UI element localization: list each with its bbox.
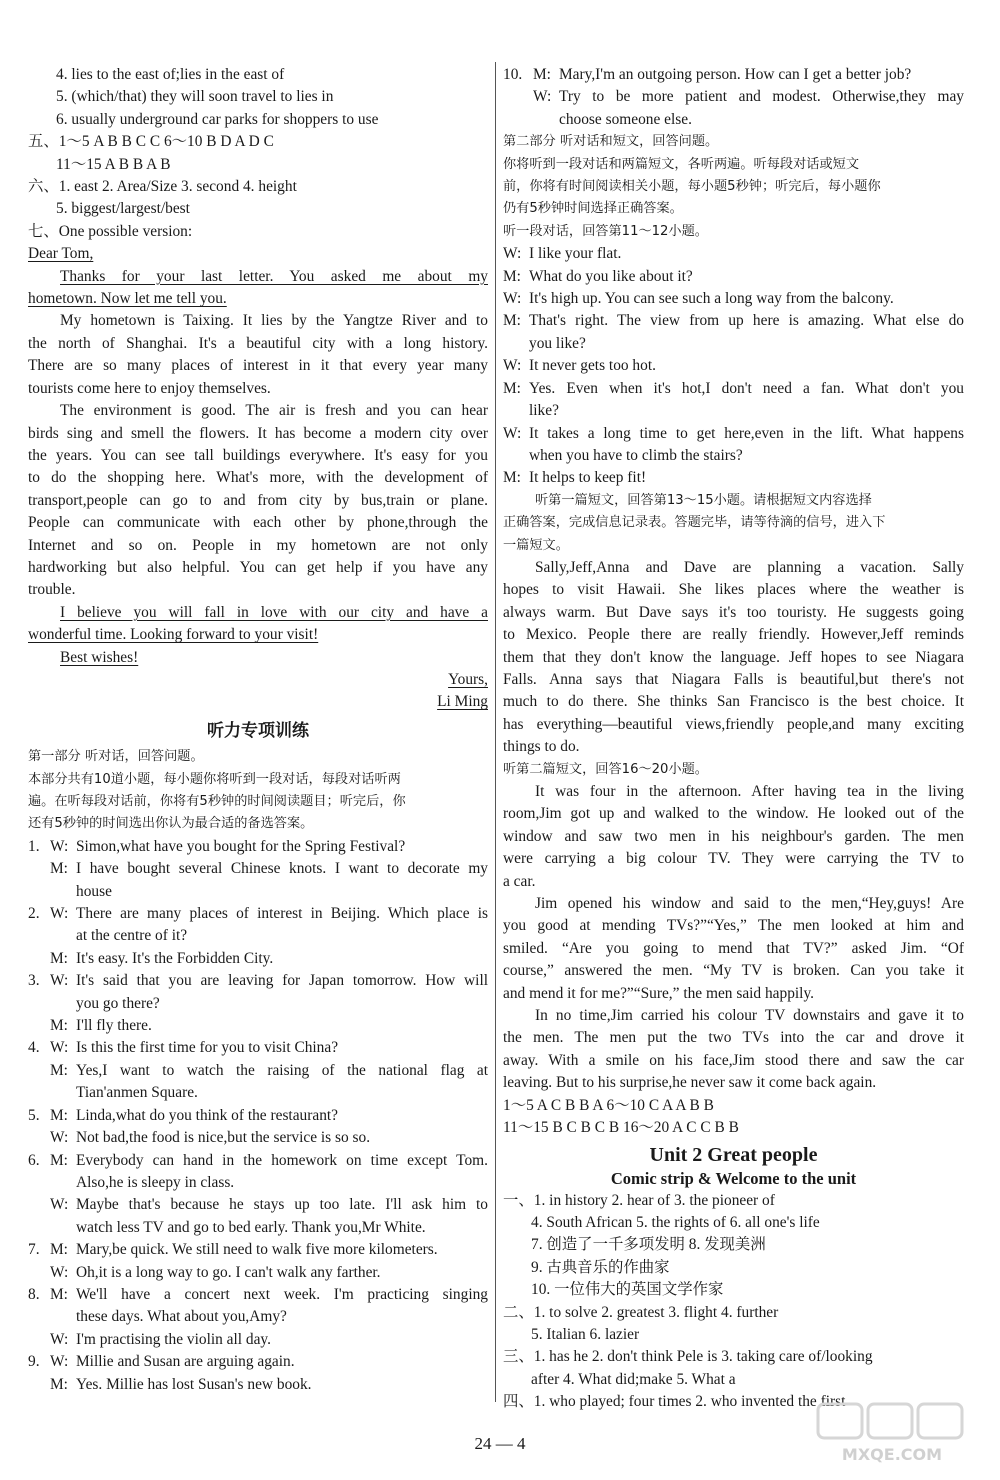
dialogue-text: Tian'anmen Square. [76, 1084, 198, 1102]
question-number [28, 925, 50, 947]
dialogue-line [503, 86, 964, 108]
dialogue-line [28, 1351, 488, 1373]
text-1: Sally,Jeff,Anna and Dave are planning a vacation. Sally [535, 558, 964, 576]
speaker-label: W: [503, 245, 522, 263]
answer-line: 5. Italian 6. lazier [531, 1325, 640, 1343]
unit-title: Unit 2 Great people [649, 1143, 818, 1166]
dialogue-text: We'll have a concert next week. I'm practicing singing [76, 1285, 488, 1303]
answer-line: 7. 创造了一千多项发明 8. 发现美洲 [531, 1236, 766, 1254]
listening-answers-2: 11～15 B C B C B 16～20 A C C B B [503, 1119, 739, 1137]
dialogue-text: Also,he is sleepy in class. [76, 1173, 235, 1191]
text-line: and mend it for me?”“Sure,” the men said happily. [503, 984, 814, 1002]
dialogue-text: I'm practising the violin all day. [76, 1330, 271, 1348]
speaker-label: M: [503, 312, 521, 330]
question-number: 8. [28, 1285, 40, 1303]
svg-text:MXQE.COM: MXQE.COM [841, 1445, 943, 1464]
question-number [28, 948, 50, 970]
dialogue-text: There are many places of interest in Beijing. Which place is [76, 905, 488, 923]
unit-section-4: 四、1. who played; four times 2. who invented the first [503, 1393, 846, 1411]
question-number: 2. [28, 905, 40, 923]
letter-line: the years. You can see tall buildings everywhere. It's easy for you [28, 446, 488, 464]
column-divider [495, 62, 496, 1402]
text-line: smiled. “Are you going to mend that TV?” asked Jim. “Of [503, 939, 964, 957]
text-1-intro: 听第一篇短文，回答第13～15小题。请根据短文内容选择 [535, 492, 872, 508]
dialogue-text: It's high up. You can see such a long way from the balcony. [529, 290, 894, 308]
question-number [503, 109, 533, 131]
speaker-label: M: [533, 66, 551, 83]
dialogue-line [503, 378, 964, 400]
dialogue-text: It takes a long time to get here,even in the lift. What happens [529, 424, 964, 442]
speaker-label: W: [50, 1353, 69, 1371]
speaker-label: M: [503, 379, 521, 397]
dialogue-line [28, 903, 488, 925]
dialogue-text: I have bought several Chinese knots. I want to decorate my [76, 860, 488, 878]
letter-para-4: I believe you will fall in love with our city and have a [60, 603, 488, 621]
dialogue-line [28, 1037, 488, 1059]
text-line: the men. The men put the two TVs into the car and drove it [503, 1029, 964, 1047]
speaker-label: M: [50, 1241, 68, 1259]
letter-signature: Li Ming [437, 693, 488, 711]
letter-line: People can communicate with each other by phone,through the [28, 514, 488, 532]
question-number: 6. [28, 1151, 40, 1169]
answer-line: 4. lies to the east of;lies in the east of [56, 66, 285, 83]
letter-para-2: My hometown is Taixing. It lies by the Yangtze River and to [60, 312, 488, 330]
dialogue-text: these days. What about you,Amy? [76, 1308, 287, 1326]
letter-para-1-end: hometown. Now let me tell you. [28, 290, 227, 308]
dialogue-line [503, 467, 964, 489]
speaker-label [503, 445, 529, 467]
question-number: 4. [28, 1039, 40, 1057]
letter-para-3: The environment is good. The air is fresh and you can hear [60, 402, 488, 420]
question-number [28, 1374, 50, 1396]
dialogue-line [28, 881, 488, 903]
text-2-para-2: Jim opened his window and said to the men,“Hey,guys! Are [535, 895, 964, 913]
dialogue-line [503, 355, 964, 377]
unit-subtitle: Comic strip & Welcome to the unit [610, 1168, 857, 1188]
question-number [28, 858, 50, 880]
dialogue-text: It's said that you are leaving for Japan tomorrow. How will [76, 972, 488, 990]
listening-section-title: 听力专项训练 [207, 720, 309, 741]
section-5-answers-2: 11～15 A B B A B [56, 155, 171, 173]
speaker-label: W: [503, 357, 522, 375]
dialogue-text: Oh,it is a long way to go. I can't walk any farther. [76, 1263, 381, 1281]
answer-line: 6. usually underground car parks for shoppers to use [56, 110, 379, 128]
speaker-label [533, 109, 559, 131]
speaker-label [503, 333, 529, 355]
dialogue-text: Everybody can hand in the homework on time except Tom. [76, 1151, 488, 1169]
speaker-label: W: [503, 290, 522, 308]
dialogue-line [28, 1217, 488, 1239]
speaker-label: W: [50, 1039, 69, 1057]
text-line: to Mexico. People there are really friendly. However,Jeff reminds [503, 626, 964, 644]
dialogue-text: Yes,I want to watch the raising of the national flag at [76, 1061, 488, 1079]
dialogue-text: Try to be more patient and modest. Otherwise,they may [559, 88, 964, 106]
question-number [28, 1262, 50, 1284]
instruction-line: 前，你将有时间阅读相关小题，每小题5秒钟；听完后，每小题你 [503, 179, 881, 195]
dialogue-intro: 听一段对话，回答第11～12小题。 [503, 223, 708, 239]
speaker-label: M: [50, 1017, 68, 1035]
dialogue-line [503, 423, 964, 445]
dialogue-line [28, 1306, 488, 1328]
dialogue-line [503, 64, 964, 86]
dialogue-text: Yes. Even when it's hot,I don't need a fan. What don't you [529, 379, 964, 397]
letter-closing: Best wishes! [60, 648, 139, 666]
dialogue-line [28, 1105, 488, 1127]
dialogue-line [28, 1239, 488, 1261]
dialogue-text: Linda,what do you think of the restaurant? [76, 1106, 338, 1124]
answer-line: 9. 古典音乐的作曲家 [531, 1258, 670, 1276]
dialogue-text: It helps to keep fit! [529, 469, 647, 487]
speaker-label: M: [50, 860, 68, 878]
dialogue-text: Mary,be quick. We still need to walk five more kilometers. [76, 1241, 438, 1259]
dialogue-line [503, 333, 964, 355]
question-number [28, 1172, 50, 1194]
dialogue-text: you like? [529, 334, 586, 352]
dialogue-line [28, 1060, 488, 1082]
dialogue-line [28, 1262, 488, 1284]
question-number [28, 1217, 50, 1239]
dialogue-text: when you have to climb the stairs? [529, 446, 743, 464]
dialogue-text: watch less TV and go to bed early. Thank you,Mr White. [76, 1218, 426, 1236]
speaker-label: M: [503, 469, 521, 487]
dialogue-line [503, 445, 964, 467]
speaker-label [503, 400, 529, 422]
text-line: a car. [503, 872, 536, 890]
dialogue-line [28, 1194, 488, 1216]
dialogue-text: Yes. Millie has lost Susan's new book. [76, 1375, 312, 1393]
text-2-intro: 听第二篇短文，回答16～20小题。 [503, 761, 708, 777]
question-number: 1. [28, 837, 40, 855]
question-number [28, 1329, 50, 1351]
dialogue-list [28, 836, 488, 1396]
speaker-label: W: [50, 1263, 69, 1281]
dialogue-line [28, 1127, 488, 1149]
question-number [28, 1015, 50, 1037]
question-number [28, 1127, 50, 1149]
question-number [28, 881, 50, 903]
dialogue-text: Mary,I'm an outgoing person. How can I get a better job? [559, 66, 912, 83]
letter-line: trouble. [28, 581, 76, 599]
dialogue-line [28, 1015, 488, 1037]
dialogue-line [28, 1329, 488, 1351]
speaker-label: W: [50, 905, 69, 923]
letter-greeting: Dear Tom, [28, 245, 94, 263]
part-2-heading: 第二部分 听对话和短文，回答问题。 [503, 134, 719, 150]
text-line: you good at mending TVs?”“Yes,” The men looked at him and [503, 917, 964, 935]
dialogue-line [503, 400, 964, 422]
question-number [28, 1060, 50, 1082]
dialogue-line [28, 948, 488, 970]
dialogue-line [28, 836, 488, 858]
dialogue-text: What do you like about it? [529, 267, 693, 285]
question-number [503, 86, 533, 108]
section-6-answers-2: 5. biggest/largest/best [56, 200, 190, 218]
speaker-label: W: [533, 88, 552, 106]
question-number: 7. [28, 1241, 40, 1259]
dialogue-text: It never gets too hot. [529, 357, 656, 375]
speaker-label: W: [50, 1330, 69, 1348]
instruction-line: 遍。在听每段对话前，你将有5秒钟的时间阅读题目；听完后，你 [28, 794, 406, 809]
speaker-label [50, 881, 76, 903]
speaker-label [50, 1306, 76, 1328]
instruction-line: 还有5秒钟的时间选出你认为最合适的备选答案。 [28, 816, 314, 832]
answer-line: 4. South African 5. the rights of 6. all one's life [531, 1213, 820, 1231]
part-1-heading: 第一部分 听对话，回答问题。 [28, 749, 204, 765]
letter-line: birds sing and smell the flowers. It has become a modern city over [28, 424, 488, 442]
dialogue-line [28, 970, 488, 992]
speaker-label [50, 1172, 76, 1194]
answer-line: after 4. What did;make 5. What a [531, 1370, 736, 1388]
answer-line: 10. 一位伟大的英国文学作家 [531, 1281, 724, 1299]
speaker-label: M: [503, 267, 521, 285]
letter-line: There are so many places of interest in it that every year many [28, 357, 488, 375]
letter-line: hardworking but also helpful. You can get help if you have any [28, 558, 488, 576]
dialogue-line [503, 288, 964, 310]
letter-line: the north of Shanghai. It's a beautiful city with a long history. [28, 334, 488, 352]
letter-para-1: Thanks for your last letter. You asked me about my [60, 267, 488, 285]
text-line: course,” answered the men. “My TV is broken. Can you take it [503, 962, 964, 980]
text-line: leaving. But to his surprise,he never saw it come back again. [503, 1074, 877, 1092]
section-6-answers: 六、1. east 2. Area/Size 3. second 4. height [28, 178, 297, 196]
unit-section-2: 二、1. to solve 2. greatest 3. flight 4. further [503, 1303, 779, 1321]
speaker-label [50, 993, 76, 1015]
question-number: 3. [28, 972, 40, 990]
letter-para-4-end: wonderful time. Looking forward to your visit! [28, 626, 319, 644]
dialogue-text: Millie and Susan are arguing again. [76, 1353, 295, 1371]
speaker-label: M: [50, 1285, 68, 1303]
dialogue-text: like? [529, 402, 559, 420]
text-line: room,Jim got up and walked to the window. He looked out of the [503, 805, 964, 823]
text-line: were carrying a big colour TV. They were carrying the TV to [503, 850, 964, 868]
section-5-answers: 五、1～5 A B B C C 6～10 B D A D C [28, 133, 274, 151]
question-number: 10. [503, 66, 523, 83]
question-number [28, 1082, 50, 1104]
dialogue-text: house [76, 882, 112, 900]
instruction-line: 仍有5秒钟时间选择正确答案。 [503, 201, 683, 217]
dialogue-text: I like your flat. [529, 245, 622, 263]
question-number [28, 1306, 50, 1328]
dialogue-line [28, 1082, 488, 1104]
dialogue-text: It's easy. It's the Forbidden City. [76, 949, 274, 967]
dialogue-text: That's right. The view from up here is amazing. What else do [529, 312, 964, 330]
dialogue-line [28, 1284, 488, 1306]
letter-yours: Yours, [448, 670, 488, 688]
text-2-para-1: It was four in the afternoon. After having tea in the living [535, 783, 964, 800]
dialogue-text: Is this the first time for you to visit China? [76, 1039, 339, 1057]
speaker-label: M: [50, 949, 68, 967]
question-number [28, 993, 50, 1015]
unit-section-3: 三、1. has he 2. don't think Pele is 3. taking care of/looking [503, 1348, 873, 1366]
letter-line: tourists come here to enjoy themselves. [28, 379, 271, 397]
speaker-label: M: [50, 1151, 68, 1169]
speaker-label: M: [50, 1061, 68, 1079]
speaker-label: W: [50, 837, 69, 855]
dialogue-line [503, 266, 964, 288]
text-line: has everything—beautiful views,friendly people,and many exciting [503, 715, 964, 733]
page-number: 24 — 4 [474, 1434, 526, 1453]
speaker-label [50, 1217, 76, 1239]
dialogue-text: I'll fly there. [76, 1017, 152, 1035]
dialogue-line [28, 1150, 488, 1172]
text-line: hopes to visit Hawaii. She likes places where the weather is [503, 581, 964, 599]
dialogue-line [28, 925, 488, 947]
speaker-label: M: [50, 1375, 68, 1393]
dialogue-line [503, 109, 964, 131]
speaker-label [50, 1082, 76, 1104]
dialogue-line [28, 1172, 488, 1194]
dialogue-text: choose someone else. [559, 110, 692, 128]
letter-line: to do the shopping here. What's more, with the development of [28, 469, 488, 487]
left-column [28, 64, 488, 1396]
right-column [503, 64, 964, 1414]
flat-dialogue [503, 243, 964, 489]
dialogue-line [28, 858, 488, 880]
text-line: always warm. But Dave says it's too touristy. He suggests going [503, 603, 964, 621]
speaker-label: W: [50, 1129, 69, 1147]
text-line: window and saw two men in his neighbour's garden. The men [503, 827, 964, 845]
dialogue-text: Not bad,the food is nice,but the service is so so. [76, 1129, 371, 1147]
dialogue-10 [503, 64, 964, 131]
dialogue-line [503, 310, 964, 332]
dialogue-text: Maybe that's because he stays up too late. I'll ask him to [76, 1196, 488, 1214]
dialogue-text: Simon,what have you bought for the Spring Festival? [76, 837, 406, 855]
section-7-heading: 七、One possible version: [28, 222, 193, 240]
text-line: much to do there. She thinks San Francisco is the best choice. It [503, 693, 964, 711]
dialogue-line [28, 1374, 488, 1396]
speaker-label: W: [50, 972, 69, 990]
text-line: things to do. [503, 738, 580, 756]
text-line: Falls. Anna says that Niagara Falls is beautiful,but there's not [503, 670, 964, 688]
dialogue-text: you go there? [76, 994, 160, 1012]
dialogue-line [28, 993, 488, 1015]
letter-line: Internet and so on. People in my hometown are not only [28, 536, 488, 554]
listening-answers-1: 1～5 A C B B A 6～10 C A A B B [503, 1096, 714, 1114]
dialogue-line [503, 243, 964, 265]
text-line: away. With a smile on his face,Jim stood there and saw the car [503, 1051, 964, 1069]
question-number: 9. [28, 1353, 40, 1371]
answer-line: 5. (which/that) they will soon travel to lies in [56, 88, 334, 106]
part-2-instructions: 你将听到一段对话和两篇短文，各听两遍。听每段对话或短文 [503, 156, 860, 172]
speaker-label: W: [503, 424, 522, 442]
dialogue-text: at the centre of it? [76, 927, 188, 945]
instruction-line: 一篇短文。 [503, 537, 569, 553]
letter-line: transport,people can go to and from city by bus,train or plane. [28, 491, 488, 509]
text-2-para-3: In no time,Jim carried his colour TV downstairs and gave it to [535, 1007, 964, 1025]
watermark-logo [812, 1398, 972, 1466]
part-1-instructions: 本部分共有10道小题，每小题你将听到一段对话，每段对话听两 [28, 771, 401, 787]
question-number [28, 1194, 50, 1216]
speaker-label [50, 925, 76, 947]
question-number: 5. [28, 1106, 40, 1124]
speaker-label: W: [50, 1196, 69, 1214]
instruction-line: 正确答案，完成信息记录表。答题完毕，请等待滴的信号，进入下 [503, 515, 886, 531]
text-line: them that they don't know the language. Jeff hopes to see Niagara [503, 648, 964, 666]
unit-section-1: 一、1. in history 2. hear of 3. the pioneer of [503, 1191, 775, 1209]
speaker-label: M: [50, 1106, 68, 1124]
